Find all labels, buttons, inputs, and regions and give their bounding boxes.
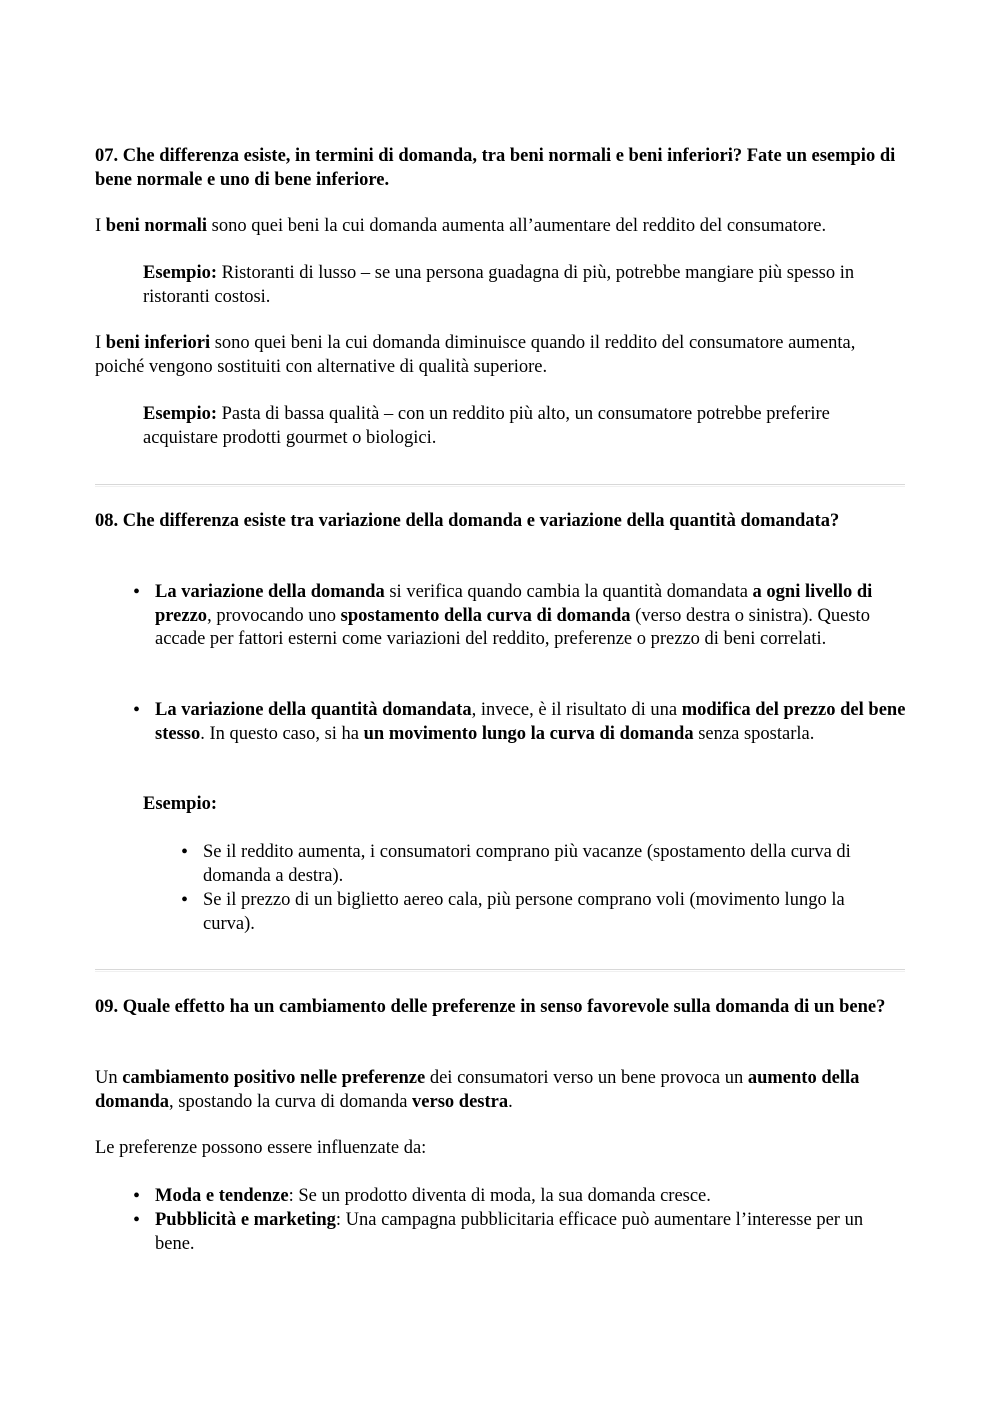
example-label: Esempio: — [143, 794, 217, 814]
term-inferior-goods: beni inferiori — [105, 333, 211, 353]
section-divider — [95, 969, 905, 972]
text: , provocando uno — [207, 605, 341, 626]
text: . In questo caso, si ha — [200, 723, 364, 744]
example-label: Esempio: — [143, 404, 217, 424]
text: , invece, è il risultato di una — [471, 700, 682, 720]
bullet-quantity-change — [155, 699, 907, 746]
term: Moda e tendenze — [155, 1186, 289, 1206]
example-text: Ristoranti di lusso – se una persona guadagna di più, potrebbe mangiare più spesso in ristoranti costosi. — [143, 263, 855, 307]
question-07: 07. Che differenza esiste, in termini di domanda, tra beni normali e beni inferiori? Fate un esempio di bene normale e uno di bene inferiore. — [95, 146, 896, 190]
term: un movimento lungo la curva di domanda — [363, 723, 694, 744]
text: senza spostarla. — [693, 723, 815, 744]
example-normal-goods — [143, 262, 863, 309]
term: aumento della domanda — [95, 1068, 860, 1112]
question-08: 08. Che differenza esiste tra variazione della domanda e variazione della quantità domandata? — [95, 511, 840, 531]
example-text: Pasta di bassa qualità – con un reddito più alto, un consumatore potrebbe preferire acquistare prodotti gourmet o biologici. — [143, 404, 830, 448]
bullet-advertising — [155, 1209, 907, 1256]
example-item: • Se il prezzo di un biglietto aereo cala, più persone comprano voli (movimento lungo la curva). — [203, 889, 863, 936]
term: verso destra — [412, 1091, 509, 1112]
paragraph-preferences — [95, 1067, 907, 1114]
term: Pubblicità e marketing — [155, 1210, 336, 1230]
example-item: • Se il reddito aumenta, i consumatori comprano più vacanze (spostamento della curva di domanda a destra). — [203, 841, 863, 888]
term-normal-goods: beni normali — [105, 216, 208, 236]
text: . — [508, 1091, 513, 1112]
text: (verso destra o sinistra). Questo accade per fattori esterni come variazioni del reddito, preferenze o prezzo di beni correlati. — [155, 605, 870, 649]
text: : Una campagna pubblicitaria efficace può aumentare l’interesse per un bene. — [155, 1210, 864, 1254]
text: dei consumatori verso un bene provoca un — [425, 1068, 748, 1088]
term: a ogni livello di prezzo — [155, 582, 873, 626]
paragraph-influences: Le preferenze possono essere influenzate da: — [95, 1138, 427, 1158]
question-09: 09. Quale effetto ha un cambiamento delle preferenze in senso favorevole sulla domanda di un bene? — [95, 997, 886, 1017]
paragraph-normal-goods — [95, 215, 907, 239]
bullet-demand-change — [155, 581, 907, 652]
term: modifica del prezzo del bene stesso — [155, 700, 906, 744]
text: , spostando la curva di domanda — [169, 1091, 413, 1112]
bullet-fashion — [155, 1185, 907, 1209]
term: cambiamento positivo nelle preferenze — [122, 1068, 426, 1088]
text: I — [95, 333, 106, 353]
text: sono quei beni la cui domanda aumenta all’aumentare del reddito del consumatore. — [207, 216, 827, 236]
text: : Se un prodotto diventa di moda, la sua domanda cresce. — [288, 1186, 711, 1206]
example-label: Esempio: — [143, 263, 217, 283]
example-inferior-goods — [143, 403, 863, 450]
text: si verifica quando cambia la quantità domandata — [384, 582, 753, 602]
term: La variazione della quantità domandata — [155, 700, 472, 720]
text: I — [95, 216, 106, 236]
paragraph-inferior-goods — [95, 332, 907, 379]
term: spostamento della curva di domanda — [340, 605, 631, 626]
example-label-08 — [143, 793, 863, 817]
term: La variazione della domanda — [155, 582, 385, 602]
text: sono quei beni la cui domanda diminuisce quando il reddito del consumatore aumenta, poiché vengono sostituiti con alternative di qualità superiore. — [95, 333, 856, 377]
section-divider — [95, 484, 905, 487]
text: Un — [95, 1068, 123, 1088]
